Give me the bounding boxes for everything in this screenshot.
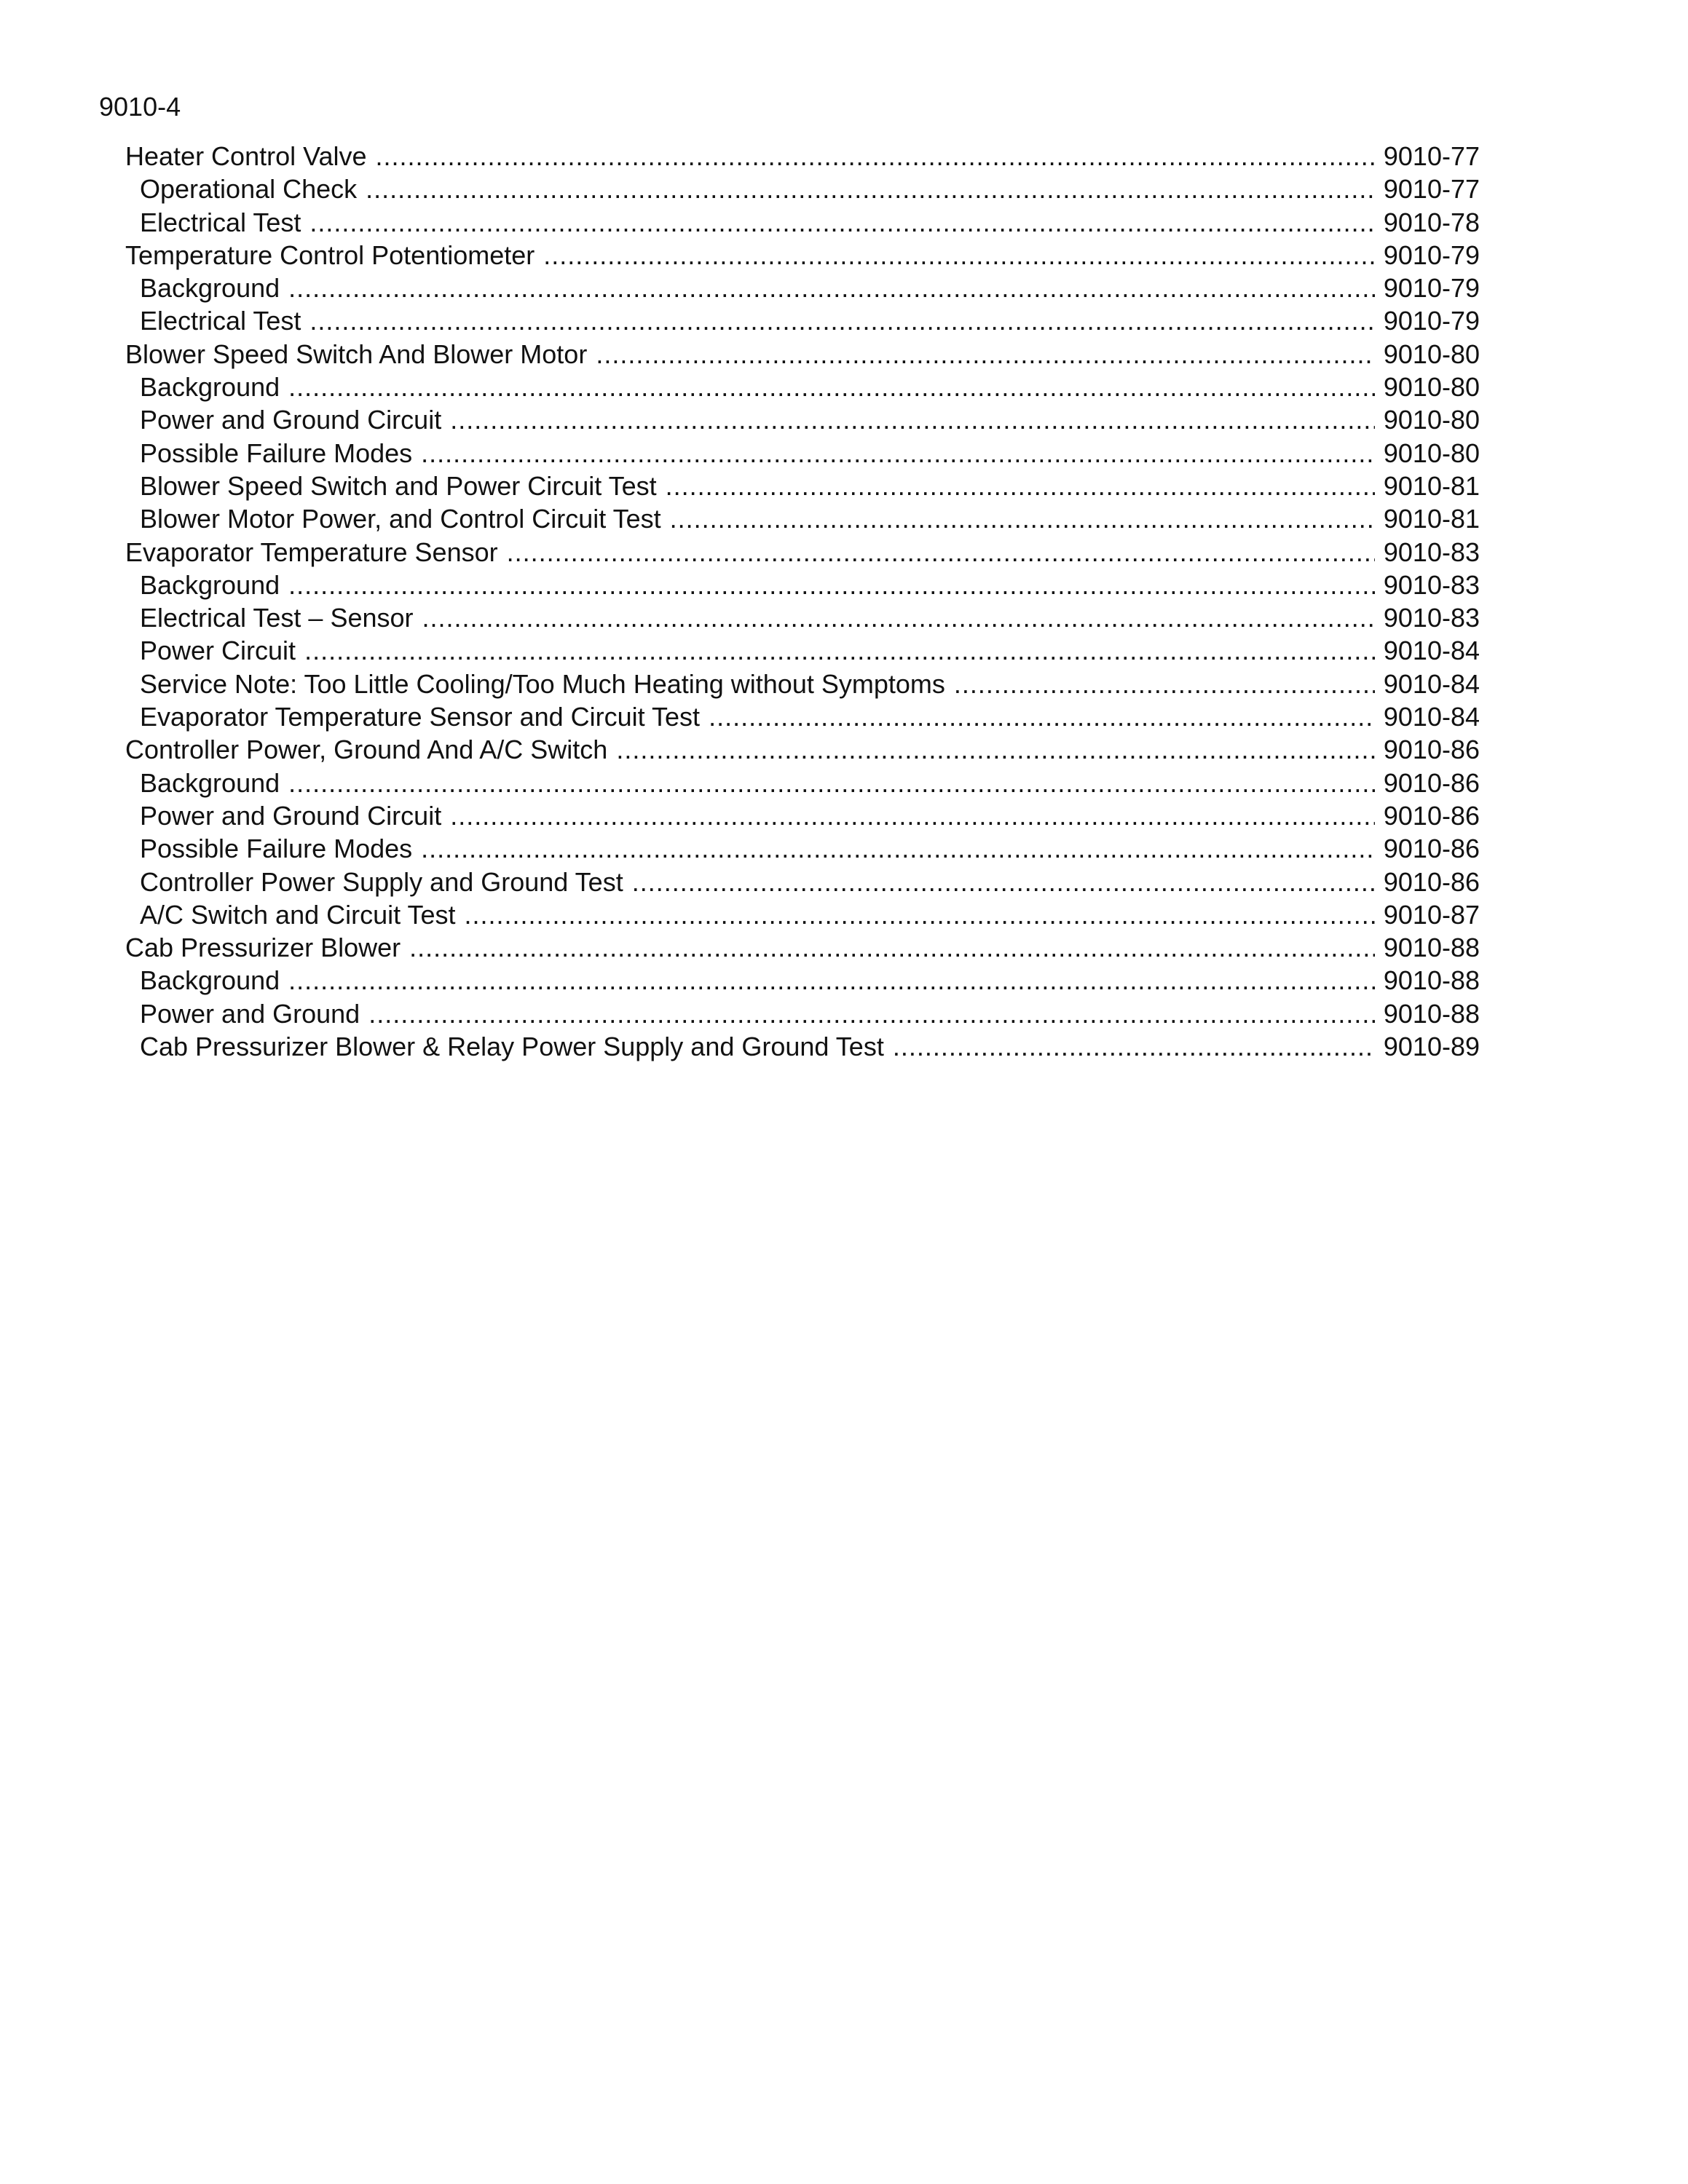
toc-subsection-entry — [125, 569, 1480, 601]
toc-entry-title: Heater Control Valve — [125, 141, 367, 171]
toc-dot-leader — [596, 338, 1375, 371]
toc-subsection-entry — [125, 767, 1480, 799]
toc-entry-page: 9010-88 — [1383, 965, 1480, 996]
toc-subsection-entry — [125, 437, 1480, 470]
toc-entry-page: 9010-81 — [1383, 470, 1480, 501]
toc-dot-leader — [288, 767, 1375, 799]
toc-entry-page: 9010-86 — [1383, 767, 1480, 798]
page-number: 9010-4 — [99, 92, 181, 122]
toc-entry-page: 9010-89 — [1383, 1032, 1480, 1062]
toc-entry-title: Power and Ground Circuit — [140, 800, 442, 831]
toc-dot-leader — [376, 140, 1375, 173]
toc-dot-leader — [304, 634, 1375, 667]
toc-entry-title: Cab Pressurizer Blower & Relay Power Supply and Ground Test — [140, 1032, 884, 1062]
toc-entry-page: 9010-80 — [1383, 405, 1480, 435]
toc-subsection-entry — [125, 502, 1480, 535]
toc-subsection-entry — [125, 403, 1480, 436]
toc-dot-leader — [288, 272, 1375, 304]
toc-dot-leader — [616, 733, 1375, 766]
toc-entry-page: 9010-78 — [1383, 207, 1480, 237]
toc-entry-page: 9010-79 — [1383, 306, 1480, 336]
toc-entry-title: Power Circuit — [140, 636, 296, 666]
toc-entry-title: A/C Switch and Circuit Test — [140, 899, 456, 930]
toc-entry-page: 9010-86 — [1383, 735, 1480, 765]
toc-subsection-entry — [125, 470, 1480, 502]
toc-entry-title: Power and Ground Circuit — [140, 405, 442, 435]
toc-entry-title: Blower Motor Power, and Control Circuit Test — [140, 504, 661, 534]
toc-entry-page: 9010-80 — [1383, 339, 1480, 369]
toc-subsection-entry — [125, 964, 1480, 997]
toc-section-entry — [125, 338, 1480, 371]
toc-entry-page: 9010-86 — [1383, 866, 1480, 897]
toc-entry-page: 9010-79 — [1383, 273, 1480, 304]
table-of-contents — [125, 140, 1480, 1063]
toc-dot-leader — [421, 832, 1375, 865]
toc-entry-title: Temperature Control Potentiometer — [125, 240, 535, 270]
toc-dot-leader — [465, 898, 1375, 931]
toc-dot-leader — [954, 668, 1375, 700]
toc-entry-title: Evaporator Temperature Sensor — [125, 537, 498, 567]
toc-section-entry — [125, 733, 1480, 766]
toc-subsection-entry — [125, 700, 1480, 733]
toc-subsection-entry — [125, 601, 1480, 634]
toc-entry-page: 9010-83 — [1383, 537, 1480, 567]
toc-entry-page: 9010-84 — [1383, 702, 1480, 732]
toc-entry-title: Possible Failure Modes — [140, 438, 413, 468]
toc-entry-title: Electrical Test — [140, 207, 301, 237]
toc-dot-leader — [543, 239, 1375, 272]
toc-entry-title: Controller Power, Ground And A/C Switch — [125, 735, 608, 765]
toc-subsection-entry — [125, 371, 1480, 403]
toc-dot-leader — [670, 502, 1375, 535]
toc-subsection-entry — [125, 997, 1480, 1030]
toc-entry-title: Cab Pressurizer Blower — [125, 933, 401, 963]
toc-section-entry — [125, 536, 1480, 569]
toc-entry-page: 9010-88 — [1383, 933, 1480, 963]
toc-subsection-entry — [125, 799, 1480, 832]
toc-subsection-entry — [125, 668, 1480, 700]
toc-entry-page: 9010-83 — [1383, 569, 1480, 600]
toc-subsection-entry — [125, 832, 1480, 865]
toc-entry-page: 9010-79 — [1383, 240, 1480, 270]
toc-entry-title: Background — [140, 965, 280, 996]
toc-entry-title: Blower Speed Switch And Blower Motor — [125, 339, 588, 369]
toc-entry-title: Background — [140, 569, 280, 600]
toc-subsection-entry — [125, 173, 1480, 205]
toc-subsection-entry — [125, 272, 1480, 304]
toc-subsection-entry — [125, 304, 1480, 337]
toc-entry-page: 9010-83 — [1383, 603, 1480, 633]
toc-entry-title: Evaporator Temperature Sensor and Circuit Test — [140, 702, 701, 732]
toc-section-entry — [125, 239, 1480, 272]
toc-dot-leader — [666, 470, 1375, 502]
toc-entry-page: 9010-88 — [1383, 998, 1480, 1029]
toc-entry-page: 9010-86 — [1383, 834, 1480, 864]
toc-entry-page: 9010-80 — [1383, 438, 1480, 468]
toc-entry-title: Electrical Test – Sensor — [140, 603, 414, 633]
toc-entry-title: Service Note: Too Little Cooling/Too Much Heating without Symptoms — [140, 668, 945, 699]
toc-entry-title: Blower Speed Switch and Power Circuit Test — [140, 470, 657, 501]
toc-dot-leader — [421, 437, 1375, 470]
toc-subsection-entry — [125, 634, 1480, 667]
toc-subsection-entry — [125, 206, 1480, 239]
toc-entry-title: Background — [140, 372, 280, 403]
toc-dot-leader — [368, 997, 1375, 1030]
toc-entry-title: Background — [140, 767, 280, 798]
toc-entry-page: 9010-84 — [1383, 668, 1480, 699]
toc-entry-title: Controller Power Supply and Ground Test — [140, 866, 623, 897]
toc-entry-page: 9010-80 — [1383, 372, 1480, 403]
toc-entry-page: 9010-77 — [1383, 174, 1480, 205]
toc-dot-leader — [309, 304, 1374, 337]
toc-section-entry — [125, 931, 1480, 964]
toc-dot-leader — [288, 371, 1375, 403]
toc-dot-leader — [309, 206, 1374, 239]
toc-entry-title: Operational Check — [140, 174, 358, 205]
toc-dot-leader — [288, 569, 1375, 601]
toc-dot-leader — [450, 403, 1375, 436]
toc-entry-page: 9010-86 — [1383, 800, 1480, 831]
toc-subsection-entry — [125, 1030, 1480, 1063]
toc-section-entry — [125, 140, 1480, 173]
toc-entry-page: 9010-84 — [1383, 636, 1480, 666]
toc-dot-leader — [632, 866, 1375, 898]
toc-subsection-entry — [125, 866, 1480, 898]
toc-dot-leader — [366, 173, 1375, 205]
toc-dot-leader — [288, 964, 1375, 997]
toc-dot-leader — [709, 700, 1375, 733]
toc-entry-title: Background — [140, 273, 280, 304]
toc-dot-leader — [893, 1030, 1375, 1063]
toc-dot-leader — [409, 931, 1375, 964]
toc-entry-title: Possible Failure Modes — [140, 834, 413, 864]
toc-entry-page: 9010-77 — [1383, 141, 1480, 171]
toc-entry-page: 9010-87 — [1383, 899, 1480, 930]
toc-entry-title: Power and Ground — [140, 998, 360, 1029]
toc-dot-leader — [450, 799, 1375, 832]
toc-dot-leader — [507, 536, 1375, 569]
toc-entry-page: 9010-81 — [1383, 504, 1480, 534]
toc-dot-leader — [422, 601, 1375, 634]
toc-entry-title: Electrical Test — [140, 306, 301, 336]
toc-subsection-entry — [125, 898, 1480, 931]
